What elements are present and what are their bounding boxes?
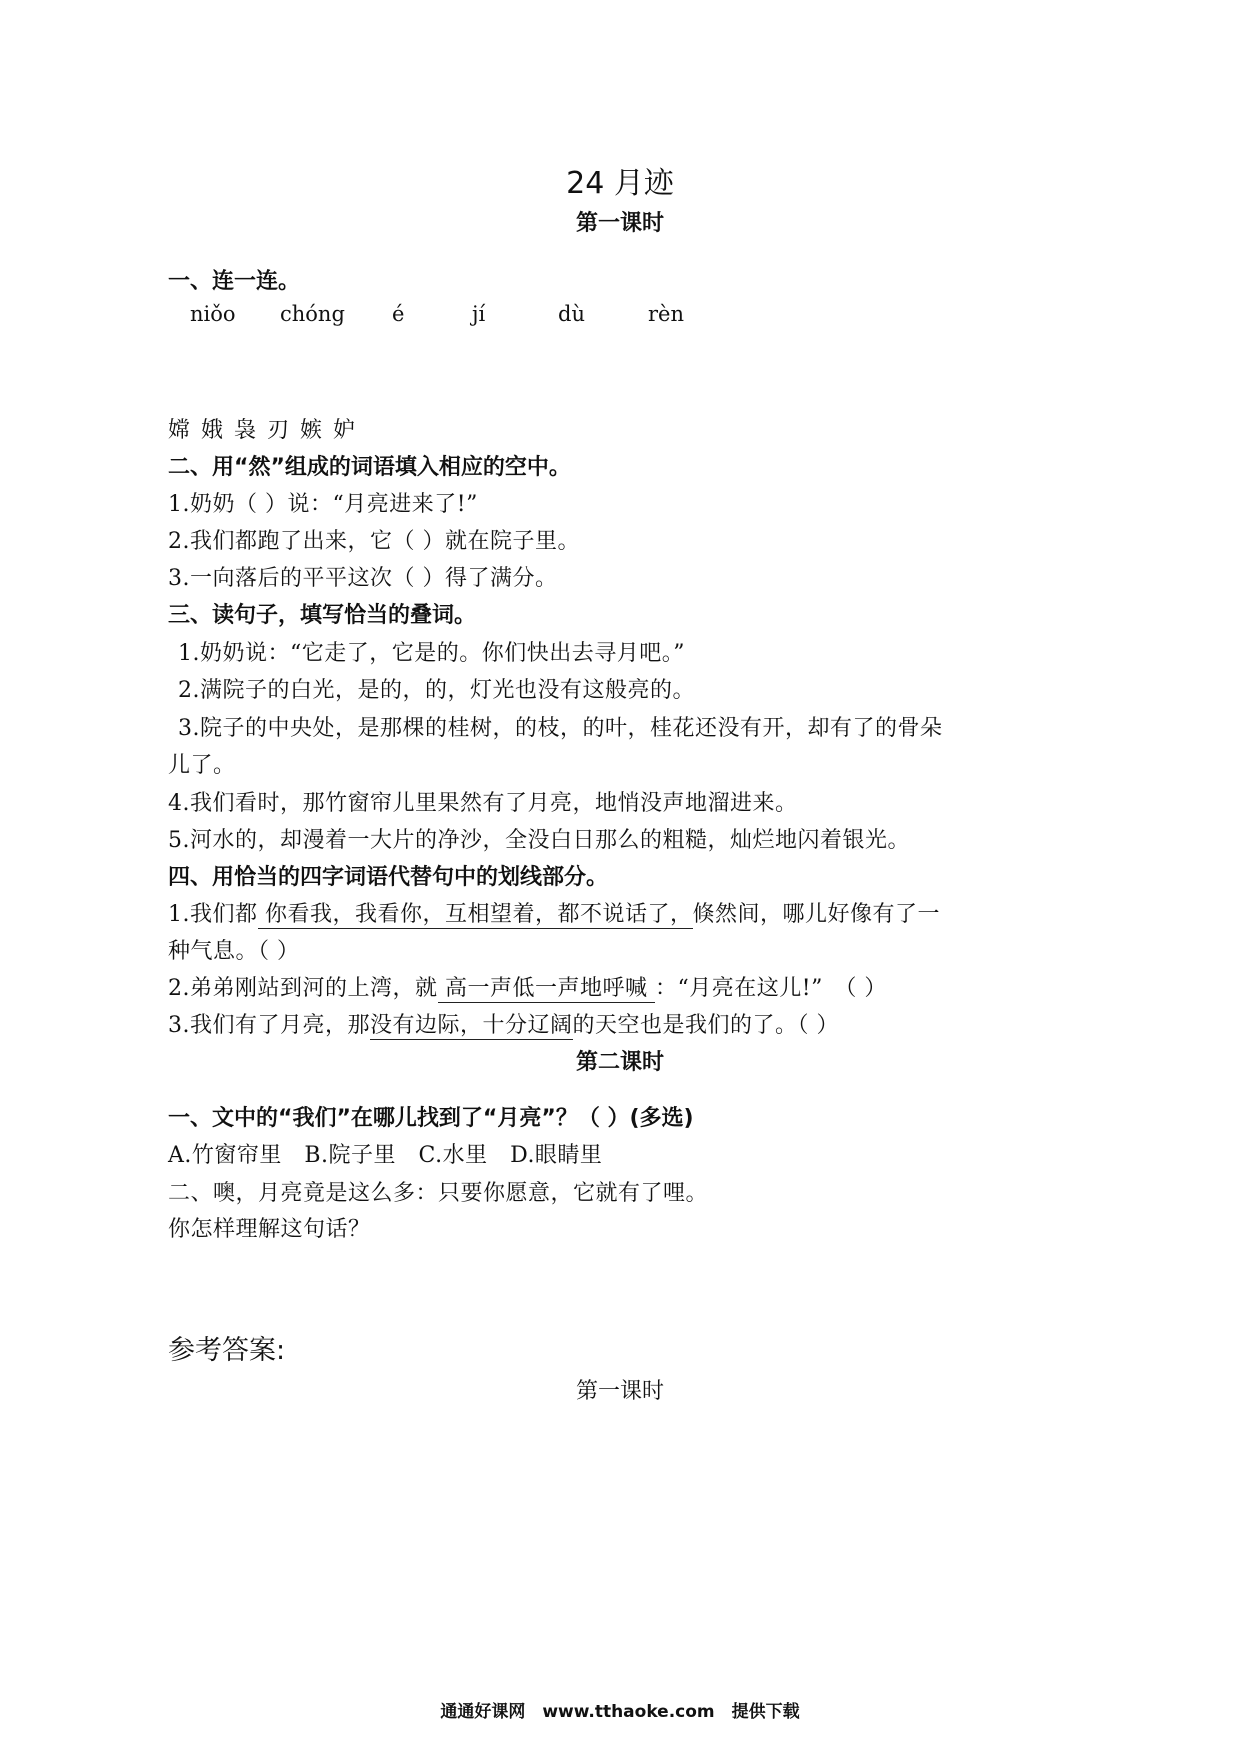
l1-q3-item-3-cont: 儿了。: [168, 753, 236, 778]
answers-lesson-label: 第一课时: [575, 1379, 664, 1404]
l1-q3-item-3: 3.院子的中央处，是那棵的桂树，的枝，的叶，桂花还没有开，却有了的骨朵: [178, 716, 943, 741]
pinyin-4: jí: [472, 302, 486, 326]
l1-q2-item-1: 1.奶奶（ ）说：“月亮进来了!”: [168, 492, 478, 517]
l1-q4-item-2-after: ：“月亮在这儿!” （ ）: [655, 976, 887, 1001]
page-title: 24 月迹: [566, 166, 674, 201]
l1-q3-item-2: 2.满院子的白光，是的，的，灯光也没有这般亮的。: [178, 678, 695, 703]
l1-q4-item-3-before: 3.我们有了月亮，那: [168, 1013, 370, 1038]
pinyin-2: chóng: [280, 302, 345, 326]
l1-q4-item-3-underlined: 没有边际，十分辽阔: [370, 1013, 573, 1038]
answers-title: 参考答案:: [168, 1335, 286, 1366]
lesson-1-label: 第一课时: [575, 211, 664, 236]
l1-q3-item-4: 4.我们看时，那竹窗帘儿里果然有了月亮，地悄没声地溜进来。: [168, 791, 798, 816]
l1-q3-heading: 三、读句子，填写恰当的叠词。: [168, 603, 477, 628]
l1-q4-item-1-cont: 种气息。（ ）: [168, 939, 300, 964]
l1-q4-item-2-underlined: 高一声低一声地呼喊: [437, 976, 655, 1001]
l1-q2-item-2: 2.我们都跑了出来，它（ ）就在院子里。: [168, 529, 580, 554]
l1-q2-heading: 二、用“然”组成的词语填入相应的空中。: [168, 455, 571, 480]
l1-q4-item-3: [168, 1008, 839, 1039]
l1-q4-item-1: [168, 897, 940, 928]
chars-row: 嫦 娥 袅 刃 嫉 妒: [168, 418, 357, 443]
lesson-2-label: 第二课时: [575, 1050, 664, 1075]
pinyin-3: é: [392, 302, 405, 326]
l1-q4-item-1-after: 倏然间，哪儿好像有了一: [692, 902, 941, 927]
l1-q4-item-2: [168, 971, 887, 1002]
l2-q2-prompt: 你怎样理解这句话？: [168, 1217, 371, 1242]
l1-q3-item-1: 1.奶奶说：“它走了，它是的。你们快出去寻月吧。”: [178, 641, 685, 666]
l2-q1-heading: 一、文中的“我们”在哪儿找到了“月亮”？（ ）(多选): [168, 1106, 694, 1131]
l1-q4-item-1-underlined: 你看我，我看你，互相望着，都不说话了，: [257, 902, 693, 927]
pinyin-5: dù: [558, 302, 585, 326]
l1-q4-item-2-before: 2.弟弟刚站到河的上湾，就: [168, 976, 438, 1001]
footer-source: 通通好课网 www.tthaoke.com 提供下载: [440, 1702, 800, 1722]
l1-q1-heading: 一、连一连。: [168, 269, 301, 294]
l1-q2-item-3: 3.一向落后的平平这次（ ）得了满分。: [168, 566, 558, 591]
l1-q4-heading: 四、用恰当的四字词语代替句中的划线部分。: [168, 865, 609, 890]
l2-q2-heading: 二、噢，月亮竟是这么多：只要你愿意，它就有了哩。: [168, 1181, 709, 1206]
pinyin-1: niǒo: [190, 302, 236, 326]
l1-q3-item-5: 5.河水的，却漫着一大片的净沙，全没白日那么的粗糙，灿烂地闪着银光。: [168, 828, 910, 853]
l2-q1-options: A.竹窗帘里 B.院子里 C.水里 D.眼睛里: [168, 1143, 603, 1168]
pinyin-6: rèn: [648, 302, 684, 326]
l1-q4-item-1-before: 1.我们都: [168, 902, 258, 927]
l1-q4-item-3-after: 的天空也是我们的了。（ ）: [572, 1013, 840, 1038]
